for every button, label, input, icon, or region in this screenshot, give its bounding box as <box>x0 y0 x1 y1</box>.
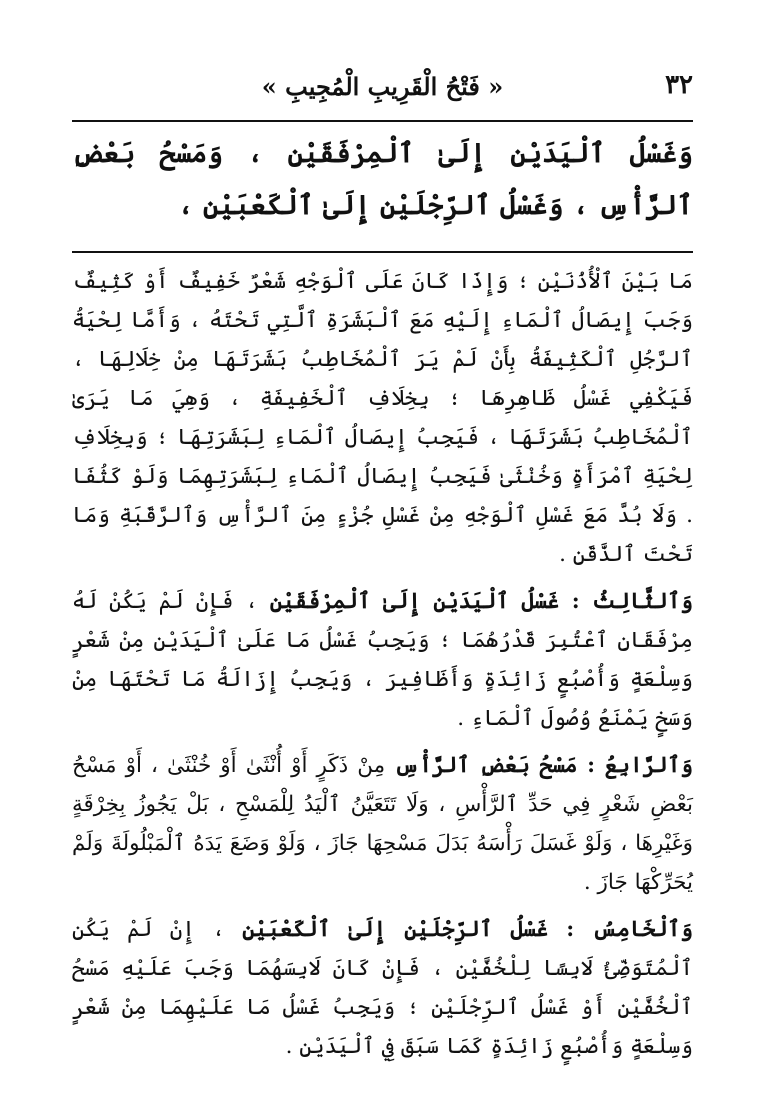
page-number: ٣٢ <box>665 70 693 100</box>
matn-text: وَغَسْلُ ٱلْيَدَيْنِ إِلَىٰ ٱلْمِرْفَقَيْنِ ، وَمَسْحُ بَعْضِ ٱلرَّأْسِ ، وَغَسْلُ ٱلرِّجْلَيْنِ إِلَىٰ ٱلْكَعْبَيْنِ ، <box>72 138 693 221</box>
commentary-paragraph-2 <box>72 582 693 738</box>
paragraph-text: ، فَإِنْ لَمْ يَكُنْ لَهُ مِرْفَقَانِ ٱعْتُبِرَ قَدْرُهُمَا ؛ وَيَجِبُ غَسْلُ مَا عَلَىٰ ٱلْيَدَيْنِ مِنْ شَعْرٍ وَسِلْعَةٍ وَأُصْبُعٍ زَائِدَةٍ وَأَظَافِيرَ ، وَيَجِبُ إِزَالَةُ مَا تَحْتَهَا مِنْ وَسَخٍ يَمْنَعُ وُصُولَ ٱلْمَاءِ . <box>72 589 693 731</box>
paragraph-text: ، إِنْ لَمْ يَكُنِ ٱلْمُتَوَضِّئُ لَابِسًا لِلْخُفَّيْنِ ، فَإِنْ كَانَ لَابِسَهُمَا وَجَبَ عَلَيْهِ مَسْحُ ٱلْخُفَّيْنِ أَوْ غَسْلُ ٱلرِّجْلَيْنِ ؛ وَيَجِبُ غَسْلُ مَا عَلَيْهِمَا مِنْ شَعْرٍ وَسِلْعَةٍ وَأُصْبُعٍ زَائِدَةٍ كَمَا سَبَقَ فِي ٱلْيَدَيْنِ . <box>72 917 693 1059</box>
matn-separator-rule <box>72 251 693 253</box>
page-header <box>72 70 693 110</box>
commentary-paragraph-1 <box>72 262 693 574</box>
paragraph-text: مَا بَيْنَ ٱلْأُذُنَيْنِ ؛ وَإِذَا كَانَ عَلَى ٱلْوَجْهِ شَعْرٌ خَفِيفٌ أَوْ كَثِيفٌ وَجَبَ إِيصَالُ ٱلْمَاءِ إِلَيْهِ مَعَ ٱلْبَشَرَةِ ٱلَّتِي تَحْتَهُ ، وَأَمَّا لِحْيَةُ ٱلرَّجُلِ ٱلْكَثِيفَةُ بِأَنْ لَمْ يَرَ ٱلْمُخَاطِبُ بَشَرَتَهَا مِنْ خِلَالِهَا ، فَيَكْفِي غَسْلُ ظَاهِرِهَا ؛ بِخِلَافِ ٱلْخَفِيفَةِ ، وَهِيَ مَا يَرَىٰ ٱلْمُخَاطِبُ بَشَرَتَهَا ، فَيَجِبُ إِيصَالُ ٱلْمَاءِ لِبَشَرَتِهَا ؛ وَبِخِلَافِ لِحْيَةِ ٱمْرَأَةٍ وَخُنْثَىٰ فَيَجِبُ إِيصَالُ ٱلْمَاءِ لِبَشَرَتِهِمَا وَلَوْ كَثُفَا . وَلَا بُدَّ مَعَ غَسْلِ ٱلْوَجْهِ مِنْ غَسْلِ جُزْءٍ مِنَ ٱلرَّأْسِ وَٱلرَّقَبَةِ وَمَا تَحْتَ ٱلذَّقَنِ . <box>72 269 693 567</box>
commentary <box>72 262 693 1074</box>
commentary-paragraph-4 <box>72 910 693 1066</box>
paragraph-lead: وَٱلرَّابِعُ : مَسْحُ بَعْضِ ٱلرَّأْسِ <box>394 753 693 778</box>
commentary-paragraph-3 <box>72 746 693 902</box>
header-rule <box>72 120 693 122</box>
paragraph-text: مِنْ ذَكَرٍ أَوْ أُنْثَىٰ أَوْ خُنْثَىٰ ، أَوْ مَسْحُ بَعْضِ شَعْرٍ فِي حَدِّ ٱلرَّأْسِ ، وَلَا تَتَعَيَّنُ ٱلْيَدُ لِلْمَسْحِ ، بَلْ يَجُوزُ بِخِرْقَةٍ وَغَيْرِهَا ، وَلَوْ غَسَلَ رَأْسَهُ بَدَلَ مَسْحِهَا جَازَ ، وَلَوْ وَضَعَ يَدَهُ ٱلْمَبْلُولَةَ وَلَمْ يُحَرِّكْهَا جَازَ . <box>72 753 693 895</box>
running-title: « فَتْحُ الْقَرِيبِ الْمُجِيبِ » <box>261 72 504 101</box>
paragraph-lead: وَٱلْخَامِسُ : غَسْلُ ٱلرِّجْلَيْنِ إِلَىٰ ٱلْكَعْبَيْنِ <box>242 917 693 942</box>
paragraph-lead: وَٱلثَّالِثُ : غَسْلُ ٱلْيَدَيْنِ إِلَىٰ ٱلْمِرْفَقَيْنِ <box>269 589 693 614</box>
